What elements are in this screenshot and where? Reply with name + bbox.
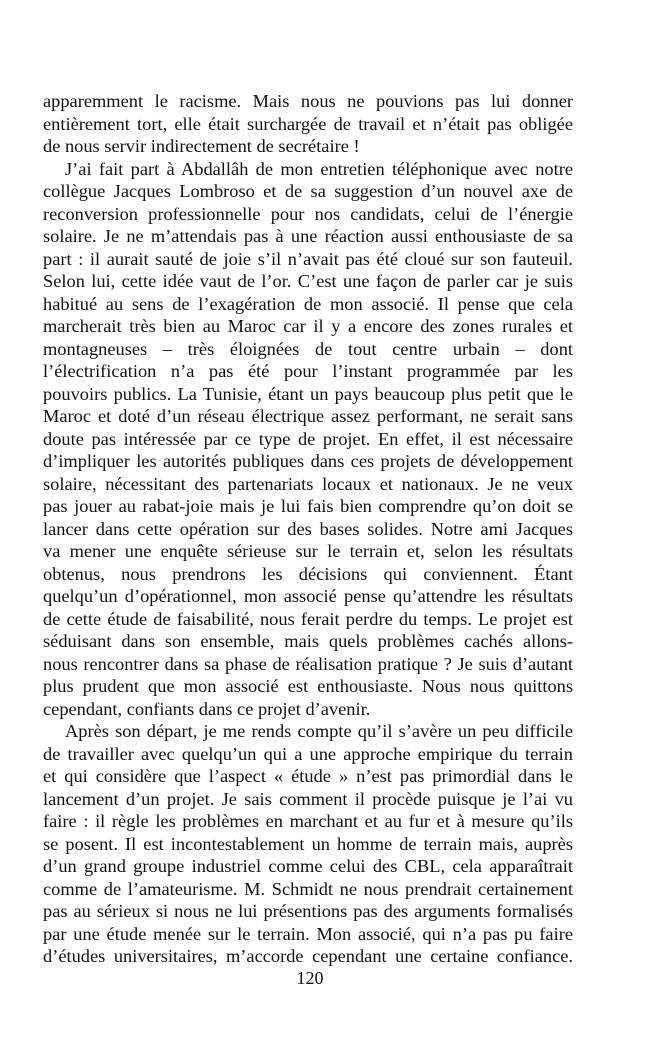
text-line: de cette étude de faisabilité, nous ferait perdre du temps. Le projet est — [43, 608, 573, 629]
text-line: apparemment le racisme. Mais nous ne pouvions pas lui donner — [43, 91, 573, 111]
text-line: solaire. Je ne m’attendais pas à une réaction aussi enthousiaste de sa — [43, 226, 573, 246]
paragraph-3 — [43, 720, 573, 968]
text-line: plus prudent que mon associé est enthousiaste. Nous nous quittons — [43, 676, 573, 696]
text-line: et qui considère que l’aspect « étude » n’est pas primordial dans le — [43, 766, 573, 786]
text-line: entièrement tort, elle était surchargée de travail et n’était pas obligée — [43, 113, 573, 134]
text-line: Après son départ, je me rends compte qu’il s’avère un peu difficile — [65, 721, 573, 741]
page-body — [43, 90, 573, 968]
text-line: de nous servir indirectement de secrétaire ! — [43, 136, 360, 156]
text-line: J’ai fait part à Abdallâh de mon entretien téléphonique avec notre — [65, 158, 573, 179]
text-line: quelqu’un d’opérationnel, mon associé pense qu’attendre les résultats — [43, 586, 573, 606]
text-line: part : il aurait sauté de joie s’il n’avait pas été cloué sur son fauteuil. — [43, 248, 573, 269]
text-line: nous rencontrer dans sa phase de réalisation pratique ? Je suis d’autant — [43, 653, 573, 674]
page-number: 120 — [296, 968, 324, 988]
text-line: pas jouer au rabat-joie mais je lui fais bien comprendre qu’on doit se — [43, 496, 573, 516]
text-line: d’un grand groupe industriel comme celui des CBL, cela apparaîtrait — [43, 856, 573, 876]
paragraph-1 — [43, 90, 573, 158]
text-line: collègue Jacques Lombroso et de sa suggestion d’un nouvel axe de — [43, 181, 573, 201]
text-line: montagneuses – très éloignées de tout centre urbain – dont — [43, 338, 573, 359]
text-line: cependant, confiants dans ce projet d’avenir. — [43, 698, 371, 719]
text-line: par une étude menée sur le terrain. Mon associé, qui n’a pas pu faire — [43, 923, 573, 944]
text-line: lancer dans cette opération sur des bases solides. Notre ami Jacques — [43, 518, 573, 539]
text-line: comme de l’amateurisme. M. Schmidt ne nous prendrait certainement — [43, 878, 573, 899]
text-line: pouvoirs publics. La Tunisie, étant un pays beaucoup plus petit que le — [43, 383, 573, 404]
text-line: solaire, nécessitant des partenariats locaux et nationaux. Je ne veux — [43, 473, 573, 494]
text-line: séduisant dans son ensemble, mais quels problèmes cachés allons- — [43, 631, 573, 651]
text-line: d’études universitaires, m’accorde cependant une certaine confiance. — [43, 946, 573, 966]
text-line: se posent. Il est incontestablement un homme de terrain mais, auprès — [43, 833, 573, 854]
text-line: d’impliquer les autorités publiques dans ces projets de développement — [43, 451, 573, 471]
text-line: faire : il règle les problèmes en marchant et au fur et à mesure qu’ils — [43, 811, 573, 831]
paragraph-2 — [43, 158, 573, 721]
text-line: l’électrification n’a pas été pour l’instant programmée par les — [43, 361, 573, 381]
text-line: Maroc et doté d’un réseau électrique assez performant, ne serait sans — [43, 406, 573, 426]
text-line: lancement d’un projet. Je sais comment il procède puisque je l’ai vu — [43, 788, 573, 809]
text-line: va mener une enquête sérieuse sur le terrain et, selon les résultats — [43, 541, 573, 561]
text-line: obtenus, nous prendrons les décisions qui conviennent. Étant — [43, 563, 573, 584]
text-line: Selon lui, cette idée vaut de l’or. C’est une façon de parler car je suis — [43, 271, 573, 291]
text-line: habitué au sens de l’exagération de mon associé. Il pense que cela — [43, 293, 573, 314]
text-line: de travailler avec quelqu’un qui a une approche empirique du terrain — [43, 743, 573, 764]
text-line: pas au sérieux si nous ne lui présentions pas des arguments formalisés — [43, 901, 573, 921]
text-line: marcherait très bien au Maroc car il y a encore des zones rurales et — [43, 316, 573, 336]
text-line: reconversion professionnelle pour nos candidats, celui de l’énergie — [43, 203, 573, 224]
text-line: doute pas intéressée par ce type de projet. En effet, il est nécessaire — [43, 428, 573, 449]
